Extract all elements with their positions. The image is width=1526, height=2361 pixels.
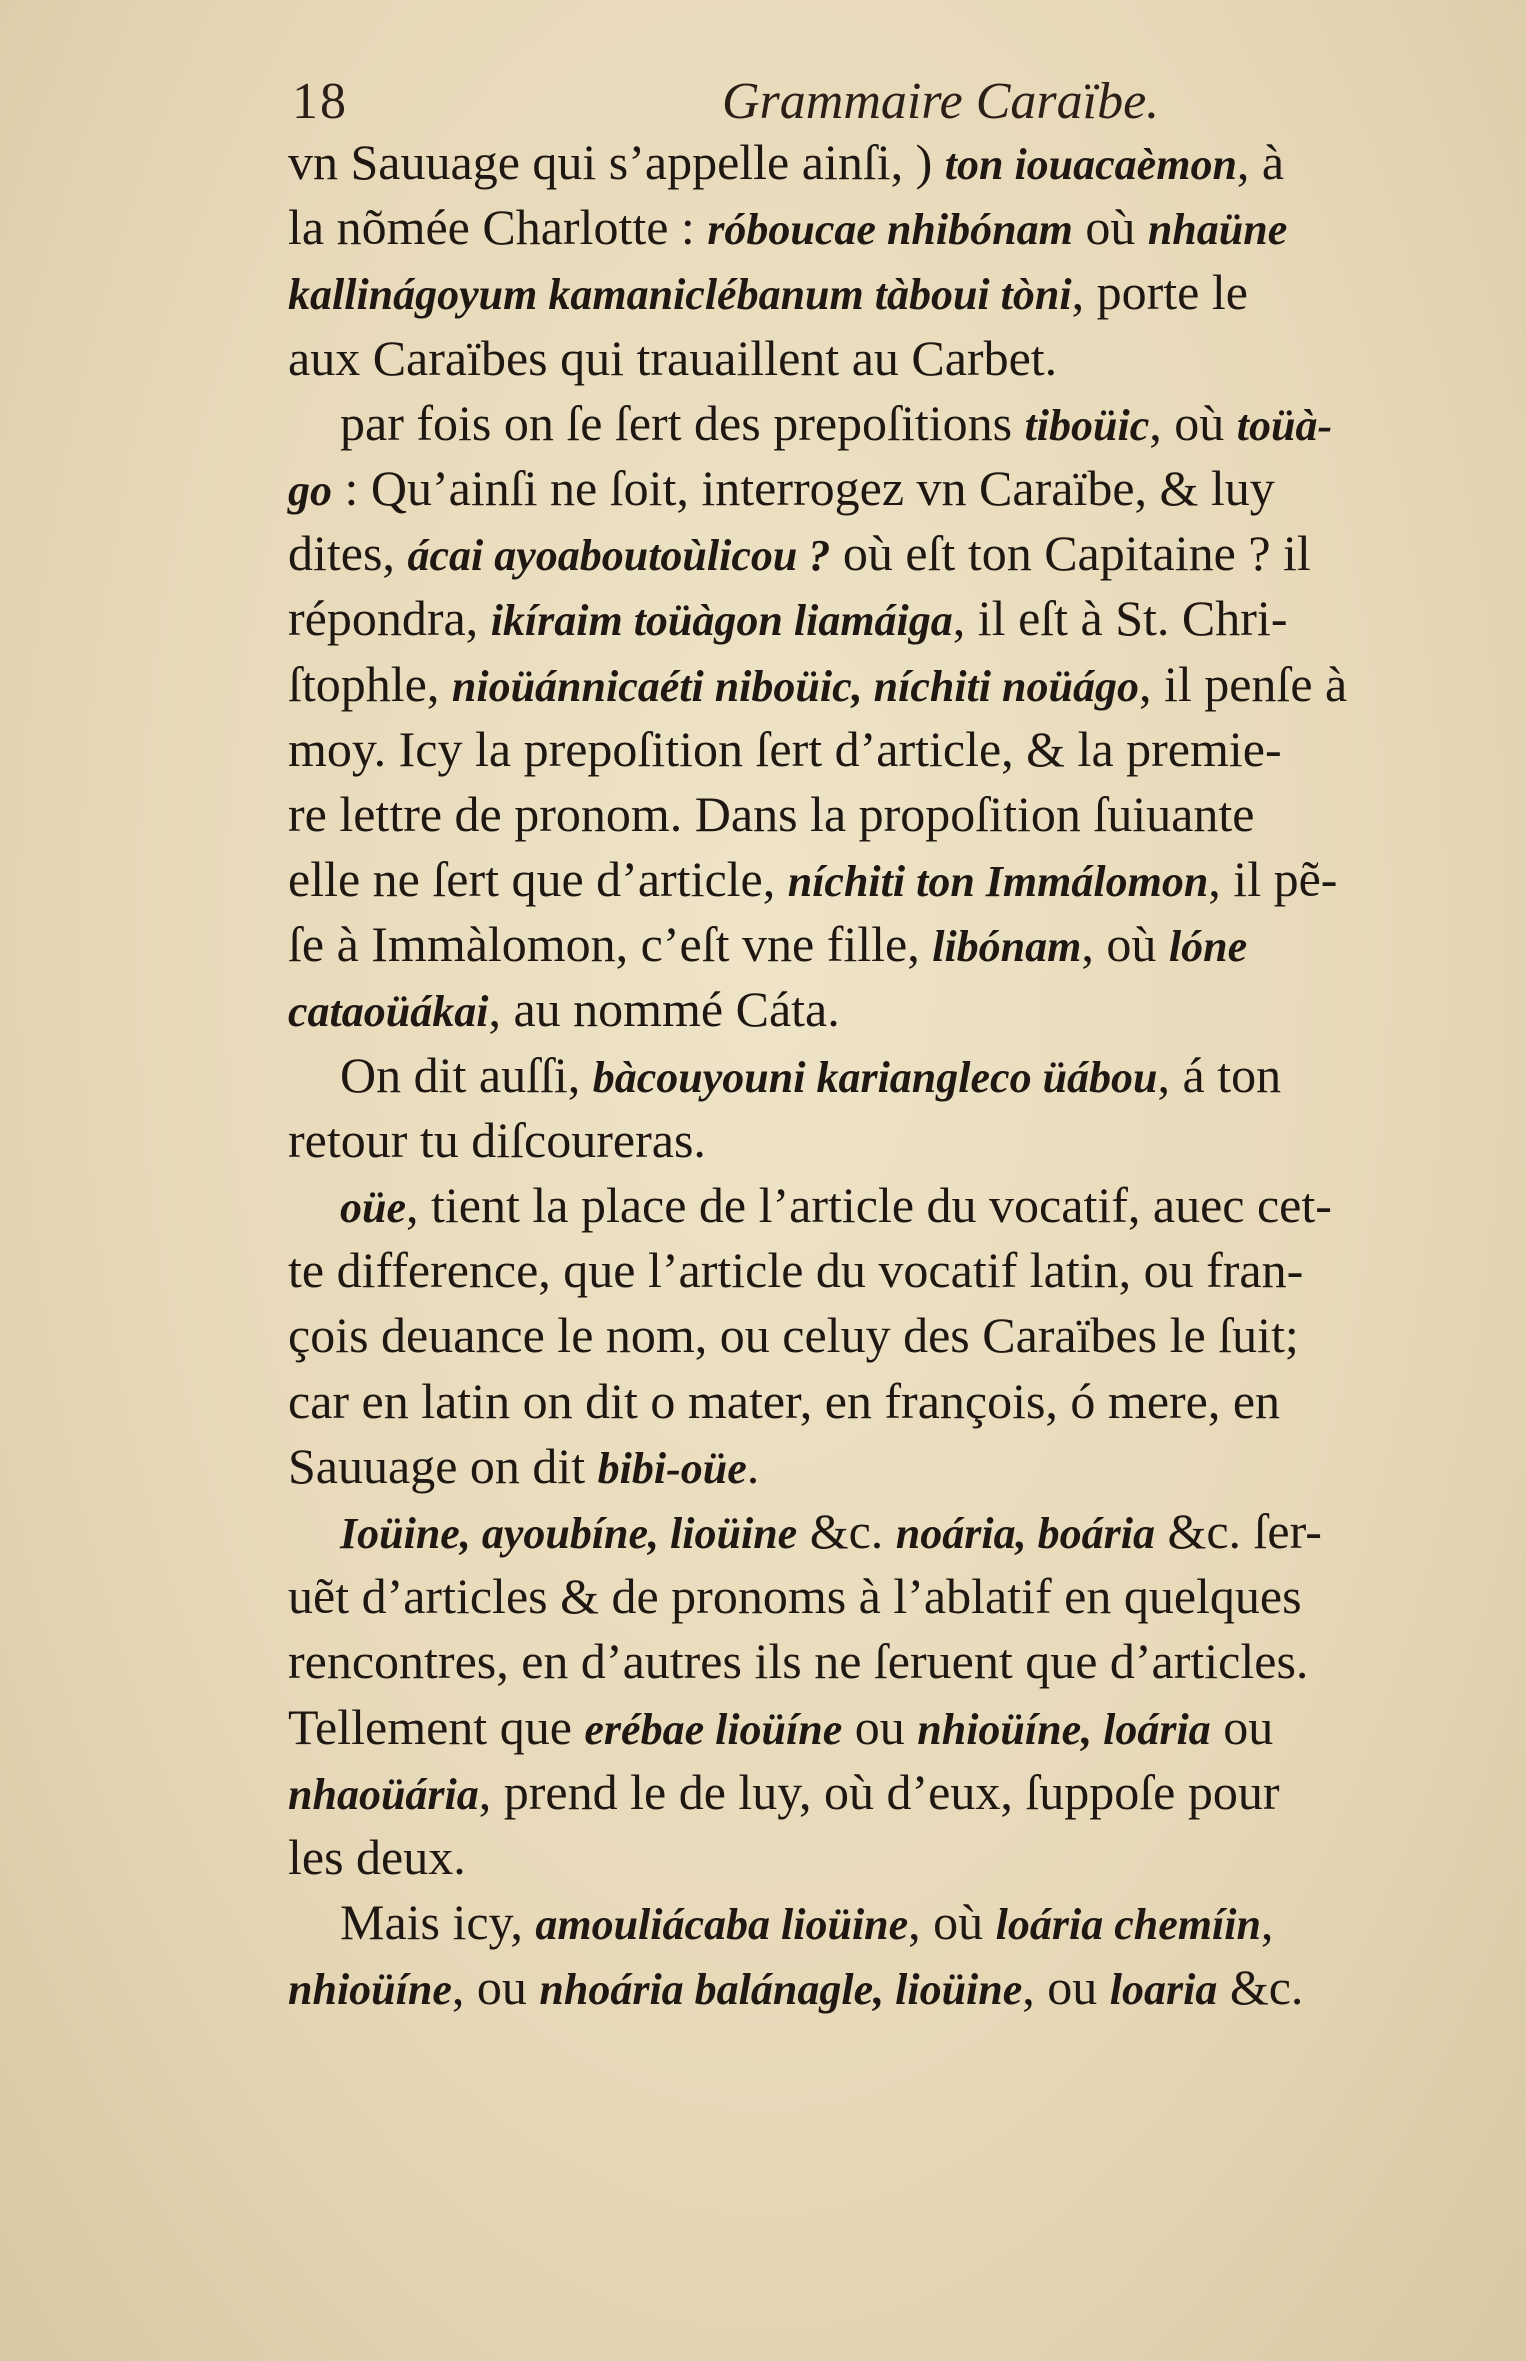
caribbean-term: nhioüíne xyxy=(288,1965,452,2015)
page-number: 18 xyxy=(292,73,348,130)
text-line xyxy=(288,652,1503,717)
text-line xyxy=(288,1629,1503,1694)
text-segment: &c. ſer- xyxy=(1154,1502,1322,1559)
text-segment: , où xyxy=(1149,394,1237,451)
text-line xyxy=(288,847,1503,912)
text-segment: , où xyxy=(908,1894,996,1951)
caribbean-term: erébae lioüíne xyxy=(584,1704,843,1754)
caribbean-term: Ioüine, ayoubíne, lioüine xyxy=(340,1508,798,1558)
text-segment: par fois on ſe ſert des prepoſitions xyxy=(340,394,1025,451)
caribbean-term: amouliácaba lioüine xyxy=(535,1900,909,1950)
text-segment: , il penſe à xyxy=(1138,655,1348,712)
text-line xyxy=(288,1238,1503,1303)
text-line xyxy=(288,260,1503,325)
text-segment: rencontres, en d’autres ils ne ſeruent que d’articles. xyxy=(288,1633,1309,1690)
caribbean-term: ton iouacaèmon xyxy=(944,140,1237,189)
text-segment: dites, xyxy=(288,525,408,582)
text-line xyxy=(288,1499,1503,1564)
text-segment: Sauuage on dit xyxy=(288,1437,598,1494)
text-line xyxy=(288,1303,1503,1368)
text-segment: vn Sauuage qui s’appelle ainſi, ) xyxy=(288,134,945,190)
text-line xyxy=(288,977,1503,1042)
caribbean-term: ikíraim toüàgon liamáiga xyxy=(490,596,953,646)
text-line xyxy=(288,1108,1503,1173)
caribbean-term: oüe xyxy=(340,1183,406,1232)
text-line xyxy=(288,782,1503,847)
text-segment: , porte le xyxy=(1071,264,1248,321)
caribbean-term: nhaüne xyxy=(1147,205,1288,255)
text-line xyxy=(288,912,1503,977)
text-segment: , au nommé Cáta. xyxy=(488,981,840,1038)
text-segment: car en latin on dit o mater, en françois, ó mere, en xyxy=(288,1372,1281,1429)
caribbean-term: róboucae nhibónam xyxy=(707,205,1073,255)
text-line xyxy=(288,586,1503,651)
text-segment: répondra, xyxy=(288,590,491,647)
caribbean-term: níchiti ton Immálomon xyxy=(787,857,1209,907)
text-line xyxy=(288,1564,1503,1629)
text-line xyxy=(288,717,1503,782)
text-line xyxy=(288,195,1503,260)
caribbean-term: noária, boária xyxy=(895,1508,1155,1558)
text-line xyxy=(288,1043,1503,1108)
text-line xyxy=(288,1695,1503,1760)
text-segment: les deux. xyxy=(288,1828,466,1885)
text-segment: , où xyxy=(1081,916,1169,973)
caribbean-term: cataoüákai xyxy=(288,987,489,1037)
text-segment: elle ne ſert que d’article, xyxy=(288,851,788,908)
text-segment: la nõmée Charlotte : xyxy=(288,199,708,256)
caribbean-term: bibi-oüe xyxy=(597,1443,747,1493)
text-segment: , il pẽ- xyxy=(1208,851,1338,908)
text-segment: ou xyxy=(1210,1698,1274,1755)
text-segment: ou xyxy=(842,1698,918,1755)
caribbean-term: nhaoüária xyxy=(288,1769,479,1819)
text-segment: où eſt ton Capitaine ? il xyxy=(830,525,1311,582)
text-segment: : Qu’ainſi ne ſoit, interrogez vn Caraïbe, & luy xyxy=(332,459,1275,516)
text-segment: ſe à Immàlomon, c’eſt vne fille, xyxy=(288,916,933,973)
text-segment: , tient la place de l’article du vocatif, auec cet- xyxy=(406,1177,1332,1233)
caribbean-term: kallinágoyum kamaniclébanum tàboui tòni xyxy=(288,270,1072,320)
caribbean-term: nhoária balánagle, lioüine xyxy=(539,1965,1023,2015)
text-segment: , ou xyxy=(1022,1959,1110,2016)
text-line xyxy=(288,1890,1503,1955)
text-segment: &c. xyxy=(797,1502,896,1559)
text-line xyxy=(288,1434,1503,1499)
text-segment: où xyxy=(1072,199,1148,256)
caribbean-term: lóne xyxy=(1168,922,1248,972)
text-line xyxy=(288,1955,1503,2020)
caribbean-term: tiboüic xyxy=(1024,400,1150,450)
text-line xyxy=(288,456,1503,521)
text-segment: Mais icy, xyxy=(340,1894,536,1951)
caribbean-term: bàcouyouni kariangleco üábou xyxy=(592,1052,1158,1102)
body-text xyxy=(288,130,1503,2020)
text-segment: , ou xyxy=(451,1959,540,2016)
text-segment: , xyxy=(1260,1894,1274,1951)
caribbean-term: go xyxy=(288,465,332,515)
text-segment: te difference, que l’article du vocatif latin, ou fran- xyxy=(288,1242,1304,1299)
text-segment: , il eſt à St. Chri- xyxy=(952,590,1288,647)
text-line xyxy=(288,326,1503,391)
text-segment: re lettre de pronom. Dans la propoſition ſuiuante xyxy=(288,785,1255,842)
text-segment: &c. xyxy=(1217,1959,1304,2016)
text-line xyxy=(288,1173,1503,1238)
text-line xyxy=(288,1760,1503,1825)
text-segment: ſtophle, xyxy=(288,655,452,712)
text-segment: aux Caraïbes qui trauaillent au Carbet. xyxy=(288,329,1058,386)
caribbean-term: nioüánnicaéti niboüic, níchiti noüágo xyxy=(451,661,1139,711)
text-line xyxy=(288,521,1503,586)
text-segment: , prend le de luy, où d’eux, ſuppoſe pour xyxy=(478,1763,1280,1820)
text-segment: retour tu diſcoureras. xyxy=(288,1111,706,1168)
caribbean-term: ácai ayoaboutoùlicou ? xyxy=(407,531,831,581)
text-segment: . xyxy=(746,1437,760,1494)
caribbean-term: loaria xyxy=(1109,1965,1218,2015)
text-segment: moy. Icy la prepoſition ſert d’article, & la premie- xyxy=(288,720,1282,777)
caribbean-term: libónam xyxy=(932,922,1082,972)
running-title: Grammaire Caraïbe. xyxy=(722,73,1160,130)
caribbean-term: nhioüíne, loária xyxy=(917,1704,1211,1754)
text-line xyxy=(288,1369,1503,1434)
text-segment: On dit auſſi, xyxy=(340,1046,593,1103)
text-segment: , à xyxy=(1236,134,1285,190)
text-segment: çois deuance le nom, ou celuy des Caraïbes le ſuit; xyxy=(288,1307,1299,1364)
text-line xyxy=(288,1825,1503,1890)
text-line xyxy=(288,391,1503,456)
caribbean-term: toüà- xyxy=(1236,400,1333,450)
text-line xyxy=(288,130,1503,195)
caribbean-term: loária chemíin xyxy=(995,1900,1261,1950)
text-segment: uẽt d’articles & de pronoms à l’ablatif en quelques xyxy=(288,1568,1302,1625)
text-segment: , á ton xyxy=(1157,1046,1282,1103)
text-segment: Tellement que xyxy=(288,1698,585,1755)
